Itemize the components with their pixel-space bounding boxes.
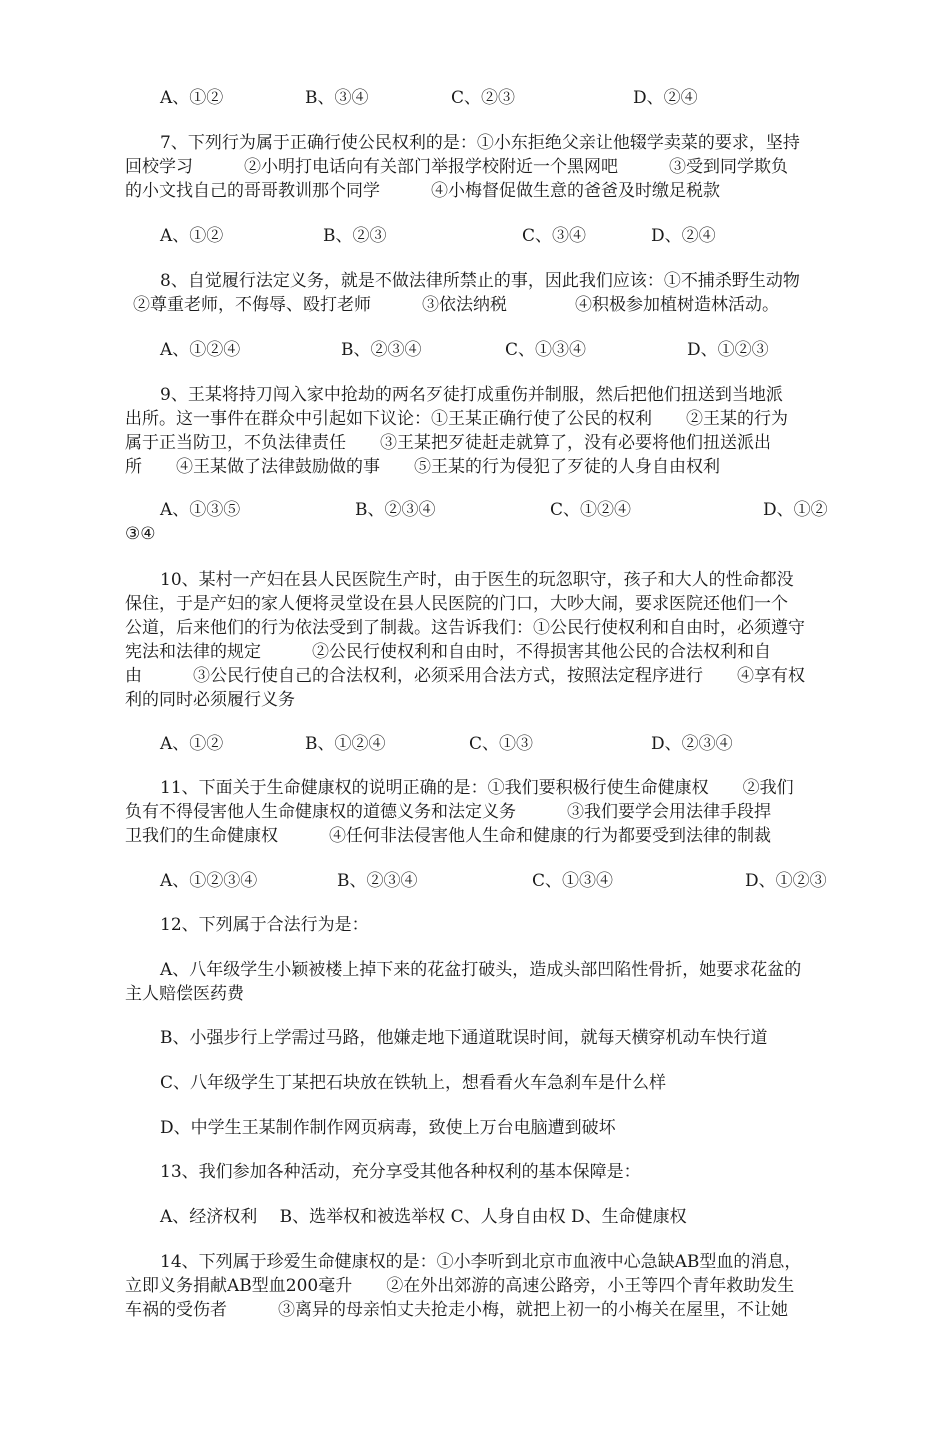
- q6-option-a: A、①②: [160, 88, 224, 108]
- q6-option-d: D、②④: [633, 88, 698, 108]
- q9-line-3: 属于正当防卫，不负法律责任 ③王某把歹徒赶走就算了，没有必要将他们扭送派出: [125, 433, 771, 453]
- q12-option-d: D、中学生王某制作制作网页病毒，致使上万台电脑遭到破坏: [160, 1118, 616, 1138]
- q11-option-c: C、①③④: [532, 871, 614, 891]
- q11-line-2: 负有不得侵害他人生命健康权的道德义务和法定义务 ③我们要学会用法律手段捍: [125, 802, 771, 822]
- q8-line-2: ②尊重老师，不侮辱、殴打老师 ③依法纳税 ④积极参加植树造林活动。: [133, 295, 779, 315]
- q13-stem: 13、我们参加各种活动，充分享受其他各种权利的基本保障是：: [160, 1162, 641, 1182]
- q7-line-1: 7、下列行为属于正确行使公民权利的是：①小东拒绝父亲让他辍学卖菜的要求，坚持: [160, 133, 800, 153]
- q11-line-1: 11、下面关于生命健康权的说明正确的是：①我们要积极行使生命健康权 ②我们: [160, 778, 794, 798]
- q10-option-b: B、①②④: [305, 734, 386, 754]
- q7-option-d: D、②④: [651, 226, 716, 246]
- q10-line-5: 由 ③公民行使自己的合法权利，必须采用合法方式，按照法定程序进行 ④享有权: [125, 666, 805, 686]
- q12-option-b: B、小强步行上学需过马路，他嫌走地下通道耽误时间，就每天横穿机动车快行道: [160, 1028, 768, 1048]
- q11-option-d: D、①②③: [745, 871, 827, 891]
- q14-line-2: 立即义务捐献AB型血200毫升 ②在外出郊游的高速公路旁，小王等四个青年救助发生: [125, 1276, 795, 1296]
- q12-option-a-line-1: A、八年级学生小颖被楼上掉下来的花盆打破头，造成头部凹陷性骨折，她要求花盆的: [160, 960, 802, 980]
- q10-line-4: 宪法和法律的规定 ②公民行使权利和自由时，不得损害其他公民的合法权利和自: [125, 642, 771, 662]
- q8-line-1: 8、自觉履行法定义务，就是不做法律所禁止的事，因此我们应该：①不捕杀野生动物: [160, 271, 800, 291]
- q7-line-3: 的小文找自己的哥哥教训那个同学 ④小梅督促做生意的爸爸及时缴足税款: [125, 181, 720, 201]
- q7-option-a: A、①②: [160, 226, 224, 246]
- q12-option-c: C、八年级学生丁某把石块放在铁轨上，想看看火车急刹车是什么样: [160, 1073, 667, 1093]
- q6-option-c: C、②③: [451, 88, 516, 108]
- q9-line-1: 9、王某将持刀闯入家中抢劫的两名歹徒打成重伤并制服，然后把他们扭送到当地派: [160, 385, 783, 405]
- q9-option-b: B、②③④: [355, 500, 436, 520]
- q14-line-1: 14、下列属于珍爱生命健康权的是：①小李听到北京市血液中心急缺AB型血的消息，: [160, 1252, 802, 1272]
- q9-option-a: A、①③⑤: [160, 500, 241, 520]
- q10-line-1: 10、某村一产妇在县人民医院生产时，由于医生的玩忽职守，孩子和大人的性命都没: [160, 570, 794, 590]
- q9-line-4: 所 ④王某做了法律鼓励做的事 ⑤王某的行为侵犯了歹徒的人身自由权利: [125, 457, 720, 477]
- q10-option-c: C、①③: [469, 734, 534, 754]
- q7-line-2: 回校学习 ②小明打电话向有关部门举报学校附近一个黑网吧 ③受到同学欺负: [125, 157, 788, 177]
- q10-line-6: 利的同时必须履行义务: [125, 690, 295, 710]
- q11-line-3: 卫我们的生命健康权 ④任何非法侵害他人生命和健康的行为都要受到法律的制裁: [125, 826, 771, 846]
- q10-option-a: A、①②: [160, 734, 224, 754]
- q9-option-d: D、①②: [763, 500, 828, 520]
- q7-option-c: C、③④: [522, 226, 587, 246]
- q7-option-b: B、②③: [323, 226, 387, 246]
- q13-options: A、经济权利 B、选举权和被选举权 C、人身自由权 D、生命健康权: [160, 1207, 687, 1227]
- q10-line-3: 公道，后来他们的行为依法受到了制裁。这告诉我们：①公民行使权利和自由时，必须遵守: [125, 618, 805, 638]
- q12-stem: 12、下列属于合法行为是：: [160, 915, 369, 935]
- q12-option-a-line-2: 主人赔偿医药费: [125, 984, 244, 1004]
- q10-option-d: D、②③④: [651, 734, 733, 754]
- q8-option-c: C、①③④: [505, 340, 587, 360]
- q6-option-b: B、③④: [305, 88, 369, 108]
- q9-line-2: 出所。这一事件在群众中引起如下议论：①王某正确行使了公民的权利 ②王某的行为: [125, 409, 788, 429]
- q11-option-b: B、②③④: [337, 871, 418, 891]
- q11-option-a: A、①②③④: [160, 871, 258, 891]
- q14-line-3: 车祸的受伤者 ③离异的母亲怕丈夫抢走小梅，就把上初一的小梅关在屋里，不让她: [125, 1300, 788, 1320]
- q8-option-a: A、①②④: [160, 340, 241, 360]
- q10-line-2: 保住，于是产妇的家人便将灵堂设在县人民医院的门口，大吵大闹，要求医院还他们一个: [125, 594, 788, 614]
- q9-option-d-wrap: ③④: [125, 524, 156, 544]
- q8-option-d: D、①②③: [687, 340, 769, 360]
- q8-option-b: B、②③④: [341, 340, 422, 360]
- q9-option-c: C、①②④: [550, 500, 632, 520]
